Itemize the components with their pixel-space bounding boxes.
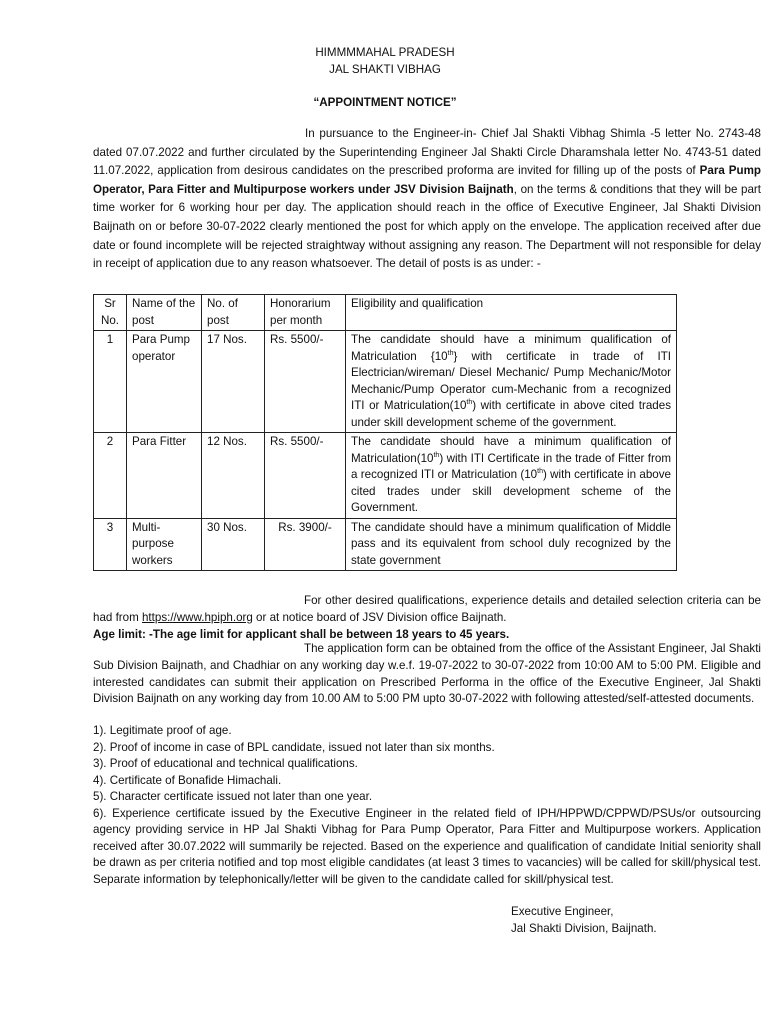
row-sr: 2 — [94, 433, 127, 519]
ordinal-suffix: th — [466, 399, 473, 407]
notice-title: “APPOINTMENT NOTICE” — [313, 96, 457, 109]
header-name: Name of the post — [127, 295, 202, 331]
row-post-count: 30 Nos. — [202, 518, 265, 571]
other-info-text: For other desired qualifications, experience details and detailed selection criteria can be had from — [93, 594, 761, 624]
list-item: 2). Proof of income in case of BPL candidate, issued not later than six months. — [93, 740, 495, 754]
row-sr: 3 — [94, 518, 127, 571]
list-item: 1). Legitimate proof of age. — [93, 724, 232, 737]
header-sr: Sr No. — [94, 295, 127, 331]
list-item: 4). Certificate of Bonafide Himachali. — [93, 773, 282, 787]
row-honorarium: Rs. 5500/- — [265, 433, 346, 519]
row-sr: 1 — [94, 331, 127, 433]
signatory-title: Executive Engineer, — [511, 905, 614, 918]
age-limit: Age limit: -The age limit for applicant shall be between 18 years to 45 years. — [93, 628, 510, 641]
ordinal-suffix: th — [447, 349, 454, 357]
table-row — [94, 518, 677, 571]
eligibility-text: The candidate should have a minimum qualification of Matriculation {10 — [351, 333, 671, 363]
list-item: 6). Experience certificate issued by the Executive Engineer in the related field of IPH/HPPWD/CPPWD/PSUs/or outsourcing agency providing service in HP Jal Shakti Vibhag for Para Pump Operator, Para Fitter and Multipurpose workers. Application received after 30.07.2022 will summarily be rejected. Based on the experience and qualification of candidate Initial seniority shall be drawn as per criteria notified and top most eligible candidates (at least 3 times to vacancies) will be called for skill/physical test. Separate information by telephonically/letter will be given to the candidate called for skill/physical test. — [93, 806, 761, 886]
row-post-count: 17 Nos. — [202, 331, 265, 433]
hpiph-website-link[interactable]: https://www.hpiph.org — [141, 611, 253, 624]
row-honorarium: Rs. 5500/- — [265, 331, 346, 433]
posts-table — [93, 294, 677, 571]
eligibility-text: ) with ITI Certificate in the trade of Fitter from a recognized ITI or Matriculation (10 — [351, 451, 671, 481]
header-count: No. of post — [202, 295, 265, 331]
row-post-name: Para Pump operator — [127, 331, 202, 433]
header-eligibility: Eligibility and qualification — [346, 295, 677, 331]
signatory-office: Jal Shakti Division, Baijnath. — [511, 922, 657, 935]
application-paragraph: The application form can be obtained from the office of the Assistant Engineer, Jal Shakti Sub Division Baijnath, and Chadhiar on any working day w.e.f. 19-07-2022 to 30-07-2022 from 10:00 AM to 5:00 PM. Eligible and interested candidates can submit their application on Prescribed Performa in the office of the Executive Engineer, Jal Shakti Division Baijnath on any working day from 10.00 AM to 5:00 PM upto 30-07-2022 with following attested/self-attested documents. — [93, 642, 761, 706]
row-eligibility: The candidate should have a minimum qualification of Middle pass and its equivalent from school duly recognized by the state government — [346, 518, 677, 571]
state-heading: HIMMMMAHAL PRADESH — [315, 46, 455, 59]
eligibility-text: The candidate should have a minimum qualification of Matriculation(10 — [351, 435, 671, 465]
list-item: 3). Proof of educational and technical qualifications. — [93, 757, 358, 770]
list-item: 5). Character certificate issued not later than one year. — [93, 790, 373, 803]
row-post-name: Para Fitter — [127, 433, 202, 519]
intro-paragraph — [93, 125, 761, 274]
row-eligibility — [346, 433, 677, 519]
department-heading: JAL SHAKTI VIBHAG — [329, 63, 441, 76]
table-row — [94, 433, 677, 519]
ordinal-suffix: th — [433, 451, 440, 459]
intro-text: In pursuance to the Engineer-in- Chief Jal Shakti Vibhag Shimla -5 letter No. 2743-48 dated 07.07.2022 and further circulated by the Superintending Engineer Jal Shakti Circle Dharamshala letter No. 4743-51 dated 11.07.2022, application from desirous candidates on the prescribed proforma are invited for filling up of the posts of — [93, 127, 761, 178]
ordinal-suffix: th — [537, 468, 543, 476]
table-header-row — [94, 295, 677, 331]
other-info-paragraph — [93, 592, 761, 626]
eligibility-text: ) with certificate in above cited trades under skill development scheme of the Government. — [351, 468, 671, 514]
header-honorarium: Honorarium per month — [265, 295, 346, 331]
other-info-text-continued: or at notice board of JSV Division office Baijnath. — [252, 611, 507, 624]
row-post-count: 12 Nos. — [202, 433, 265, 519]
intro-posts-bold: Para Pump Operator, Para Fitter and Multipurpose workers under JSV Division Baijnath — [93, 164, 761, 196]
eligibility-text: } with certificate in trade of ITI Electrician/wireman/ Diesel Mechanic/ Pump Mechanic/Motor Mechanic/Pump Operator cum-Mechanic from a recognized ITI or Matriculation(10 — [351, 349, 671, 412]
row-eligibility — [346, 331, 677, 433]
row-honorarium: Rs. 3900/- — [265, 518, 346, 571]
row-post-name: Multi-purpose workers — [127, 518, 202, 571]
eligibility-text: ) with certificate in above cited trades under skill development scheme of the government. — [351, 399, 671, 429]
intro-text-continued: , on the terms & conditions that they will be part time worker for 6 working hour per day. The application should reach in the office of Executive Engineer, Jal Shakti Division Baijnath on or before 30-07-2022 clearly mentioned the post for which apply on the envelope. The application received after due date or found incomplete will be rejected straightway without assigning any reason. The Department will not responsible for delay in receipt of application due to any reason whatsoever. The detail of posts is as under: - — [93, 182, 762, 271]
documents-list — [93, 723, 761, 888]
table-row — [94, 331, 677, 433]
